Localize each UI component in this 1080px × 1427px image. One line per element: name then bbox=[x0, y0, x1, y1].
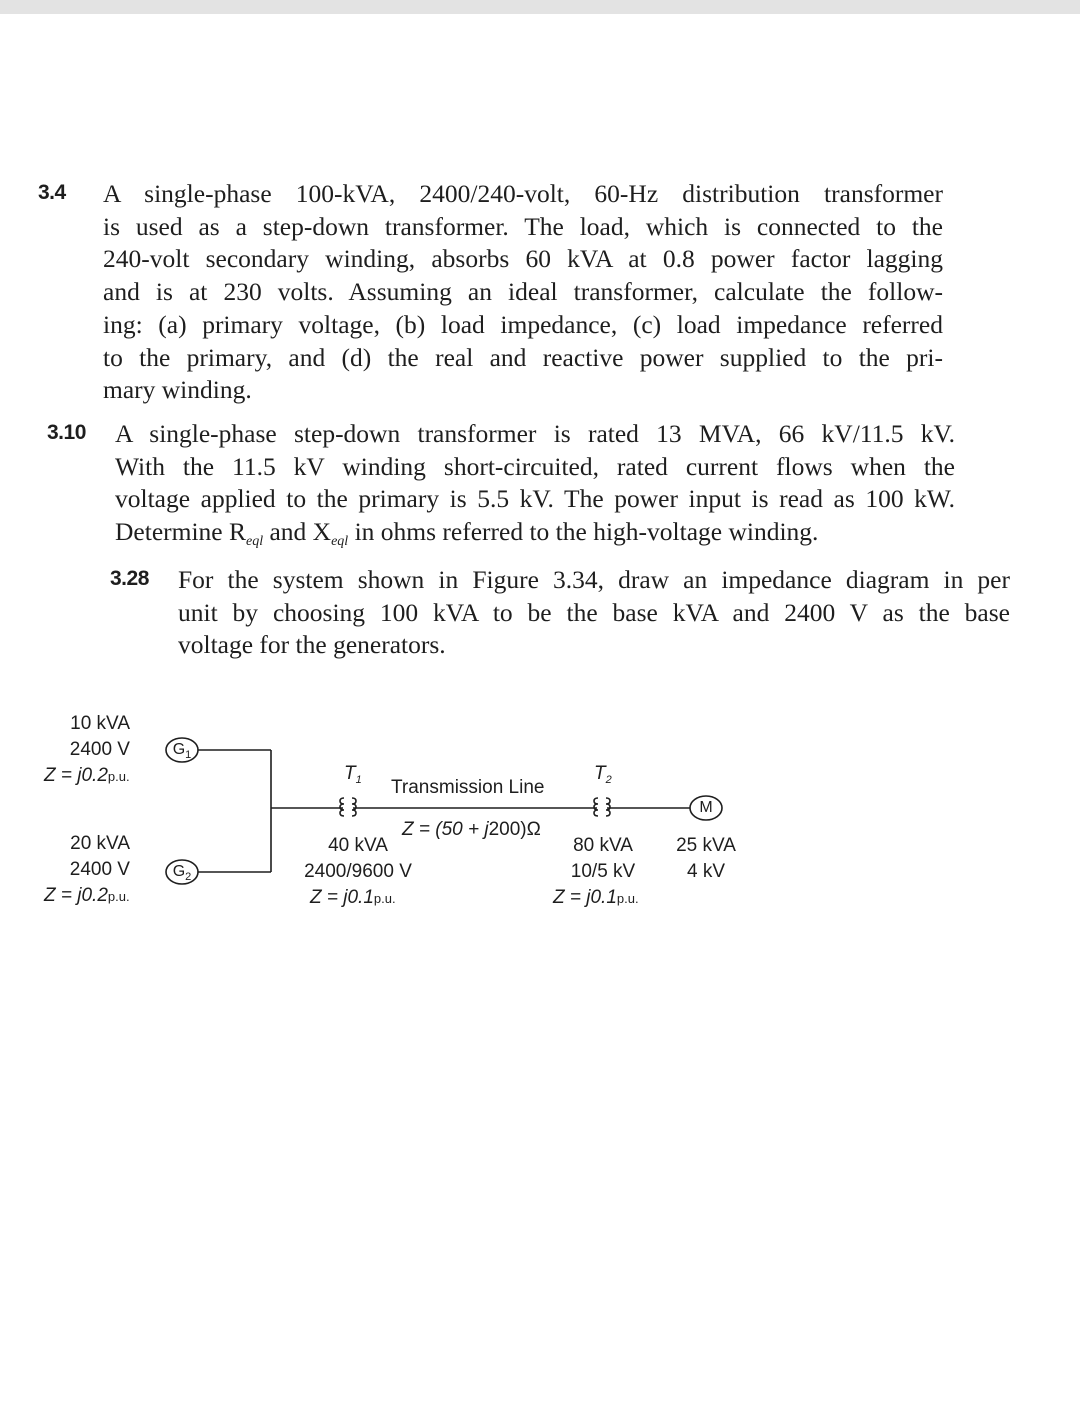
text-line: is used as a step-down transformer. The load, which is connected to the bbox=[103, 211, 943, 241]
text-fragment: Determine R bbox=[115, 517, 246, 547]
z-rest: 200)Ω bbox=[488, 819, 541, 840]
g1-impedance bbox=[44, 765, 130, 788]
subscript: eql bbox=[246, 534, 264, 550]
problem-text bbox=[115, 418, 955, 559]
text-line: With the 11.5 kV winding short-circuited, rated current flows when the bbox=[115, 451, 955, 481]
symbol-letter: T bbox=[344, 763, 356, 784]
z-value: j0.1 bbox=[586, 887, 617, 908]
text-line: mary winding. bbox=[103, 375, 252, 405]
t1-kva: 40 kVA bbox=[328, 835, 388, 856]
symbol-letter: T bbox=[594, 763, 606, 784]
text-line: voltage for the generators. bbox=[178, 630, 446, 660]
t1-voltage: 2400/9600 V bbox=[304, 861, 412, 882]
problem-number: 3.10 bbox=[47, 421, 86, 444]
text-line: A single-phase step-down transformer is rated 13 MVA, 66 kV/11.5 kV. bbox=[115, 419, 955, 448]
transformer-2-symbol bbox=[594, 798, 610, 816]
z-unit: p.u. bbox=[107, 889, 130, 904]
symbol-subscript: 1 bbox=[355, 774, 362, 786]
line-title: Transmission Line bbox=[391, 777, 545, 798]
t2-label bbox=[594, 763, 612, 791]
motor-label bbox=[690, 795, 722, 821]
symbol-subscript: 2 bbox=[605, 774, 612, 786]
text-line: unit by choosing 100 kVA to be the base kVA and 2400 V as the base bbox=[178, 597, 1010, 627]
z-prefix: Z = bbox=[44, 765, 78, 786]
subscript: eql bbox=[331, 534, 349, 550]
symbol-letter: G bbox=[172, 741, 186, 758]
g1-kva: 10 kVA bbox=[70, 713, 130, 734]
text-line: ing: (a) primary voltage, (b) load impedance, (c) load impedance referred bbox=[103, 309, 943, 339]
g2-voltage: 2400 V bbox=[69, 859, 130, 880]
symbol-subscript: 2 bbox=[185, 871, 192, 883]
symbol-letter: M bbox=[699, 799, 713, 816]
t1-impedance bbox=[310, 887, 396, 910]
z-unit: p.u. bbox=[373, 891, 396, 906]
text-line: 240-volt secondary winding, absorbs 60 kVA at 0.8 power factor lagging bbox=[103, 244, 943, 274]
z-j: j bbox=[484, 819, 489, 840]
system-one-line-diagram bbox=[0, 700, 800, 930]
g2-kva: 20 kVA bbox=[70, 833, 130, 854]
top-bar bbox=[0, 0, 1080, 14]
motor-kva: 25 kVA bbox=[676, 835, 736, 856]
line-impedance bbox=[402, 819, 541, 841]
text-line: A single-phase 100-kVA, 2400/240-volt, 60-Hz distribution transformer bbox=[103, 179, 943, 208]
problem-number: 3.28 bbox=[110, 567, 149, 590]
generator-2-label bbox=[166, 859, 198, 890]
z-value: j0.2 bbox=[77, 765, 108, 786]
text-line: For the system shown in Figure 3.34, draw an impedance diagram in per bbox=[178, 565, 1010, 594]
t2-impedance bbox=[553, 887, 639, 910]
text-line: voltage applied to the primary is 5.5 kV. The power input is read as 100 kW. bbox=[115, 484, 955, 514]
problem-text bbox=[103, 178, 943, 407]
problem-text bbox=[178, 564, 1010, 662]
text-fragment: and X bbox=[263, 517, 332, 547]
t1-label bbox=[344, 763, 362, 791]
z-prefix: Z = bbox=[553, 887, 587, 908]
z-unit: p.u. bbox=[616, 891, 639, 906]
text-line bbox=[115, 516, 955, 559]
z-unit: p.u. bbox=[107, 769, 130, 784]
transformer-1-symbol bbox=[340, 798, 356, 816]
symbol-subscript: 1 bbox=[185, 749, 192, 761]
z-value: j0.2 bbox=[77, 885, 108, 906]
text-line: and is at 230 volts. Assuming an ideal transformer, calculate the follow- bbox=[103, 277, 943, 307]
motor-voltage: 4 kV bbox=[686, 861, 726, 882]
symbol-letter: G bbox=[172, 863, 186, 880]
t2-voltage: 10/5 kV bbox=[570, 861, 636, 882]
z-value: j0.1 bbox=[343, 887, 374, 908]
z-prefix: Z = (50 + bbox=[402, 819, 485, 840]
text-line: to the primary, and (d) the real and reactive power supplied to the pri- bbox=[103, 342, 943, 372]
text-fragment: in ohms referred to the high-voltage winding. bbox=[348, 517, 819, 547]
problem-number: 3.4 bbox=[38, 181, 66, 204]
g2-impedance bbox=[44, 885, 130, 908]
z-prefix: Z = bbox=[44, 885, 78, 906]
g1-voltage: 2400 V bbox=[69, 739, 130, 760]
z-prefix: Z = bbox=[310, 887, 344, 908]
generator-1-label bbox=[166, 737, 198, 768]
t2-kva: 80 kVA bbox=[573, 835, 633, 856]
